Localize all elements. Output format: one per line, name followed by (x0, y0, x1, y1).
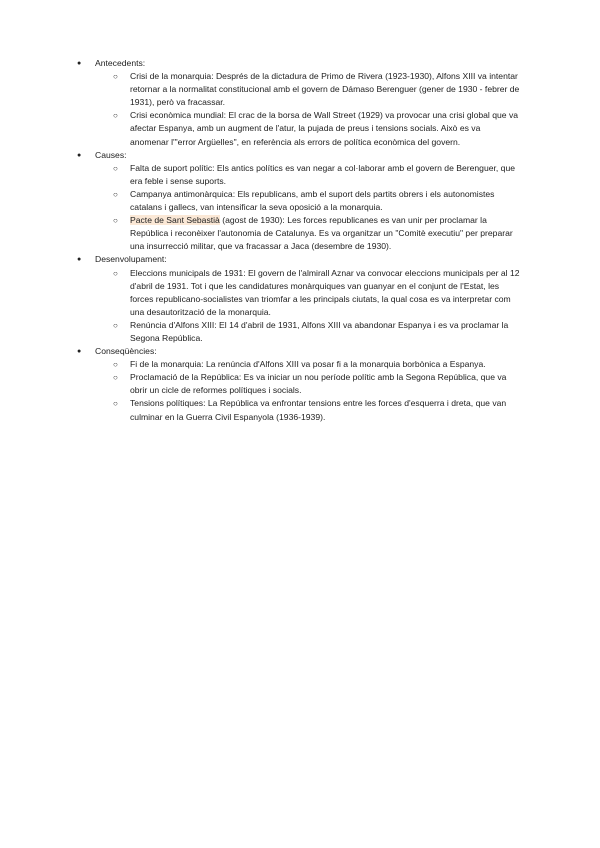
bullet-icon: ● (77, 60, 82, 67)
section-causes (0, 149, 600, 162)
outline-list (0, 57, 600, 424)
section-desenvolupament (0, 253, 600, 266)
circle-bullet-icon: ○ (113, 72, 118, 82)
circle-bullet-icon: ○ (113, 189, 118, 199)
list-item (0, 371, 600, 397)
list-item (0, 319, 600, 345)
circle-bullet-icon: ○ (113, 373, 118, 383)
section-heading: Causes: (95, 149, 127, 160)
section-heading: Conseqüències: (95, 346, 157, 357)
item-text: Proclamació de la República: Es va iniciar un nou període polític amb la Segona República, que va obrir un cicle de reformes polítiques i socials. (130, 372, 507, 396)
circle-bullet-icon: ○ (113, 163, 118, 173)
circle-bullet-icon: ○ (113, 268, 118, 278)
item-text: Renúncia d'Alfons XIII: El 14 d'abril de 1931, Alfons XIII va abandonar Espanya i es va proclamar la Segona República. (130, 319, 509, 343)
item-text: Crisi econòmica mundial: El crac de la borsa de Wall Street (1929) va provocar una crisi global que va afectar Espanya, amb un augment de l'atur, la pujada de preus i tensions socials. Això es va anomenar l'"error Argüelles", en referència als errors de política econòmica del govern. (130, 110, 519, 147)
item-text: Fi de la monarquia: La renúncia d'Alfons XIII va posar fi a la monarquia borbònica a Espanya. (130, 359, 486, 370)
item-text: (agost de 1930): Les forces republicanes es van unir per proclamar la República i reconèixer l'autonomia de Catalunya. Es va organitzar un "Comitè executiu" per preparar una insurrecció militar, que va fracassar a Jaca (desembre de 1930). (130, 215, 513, 252)
circle-bullet-icon: ○ (113, 216, 118, 226)
highlighted-text: Pacte de Sant Sebastià (130, 215, 220, 226)
section-heading: Antecedents: (95, 58, 146, 68)
item-text: Falta de suport polític: Els antics polítics es van negar a col·laborar amb el govern de Berenguer, que era feble i sense suports. (130, 162, 516, 186)
list-item (0, 397, 600, 423)
circle-bullet-icon: ○ (113, 360, 118, 370)
list-item (0, 109, 600, 148)
section-antecedents (0, 57, 600, 70)
circle-bullet-icon: ○ (113, 399, 118, 409)
circle-bullet-icon: ○ (113, 320, 118, 330)
list-item (0, 358, 600, 371)
item-text: Campanya antimonàrquica: Els republicans, amb el suport dels partits obrers i els autonomistes catalans i gallecs, van intensificar la seva oposició a la monarquia. (130, 188, 495, 213)
item-text: Tensions polítiques: La República va enfrontar tensions entre les forces d'esquerra i dreta, que van culminar en la Guerra Civil Espanyola (1936-1939). (130, 398, 507, 422)
section-consequencies (0, 345, 600, 358)
list-item (0, 162, 600, 188)
circle-bullet-icon: ○ (113, 111, 118, 121)
bullet-icon: ● (77, 151, 82, 159)
bullet-icon: ● (77, 256, 82, 264)
section-heading: Desenvolupament: (95, 254, 167, 265)
list-item (0, 267, 600, 319)
list-item (0, 188, 600, 214)
list-item (0, 70, 600, 109)
bullet-icon: ● (77, 348, 82, 356)
list-item (0, 214, 600, 253)
item-text: Eleccions municipals de 1931: El govern de l'almirall Aznar va convocar eleccions municipals per al 12 d'abril de 1931. Tot i que les candidatures monàrquiques van guanyar en el conjunt de l'Estat, les forces republicano-socialistes van triomfar a les principals ciutats, la qual cosa es va interpretar com una desautorització de la monarquia. (130, 267, 520, 317)
item-text: Crisi de la monarquia: Després de la dictadura de Primo de Rivera (1923-1930), Alfons XIII va intentar retornar a la normalitat constitucional amb el govern de Dámaso Berenguer (gener de 1930 - febrer de 1931), però va fracassar. (130, 71, 520, 108)
